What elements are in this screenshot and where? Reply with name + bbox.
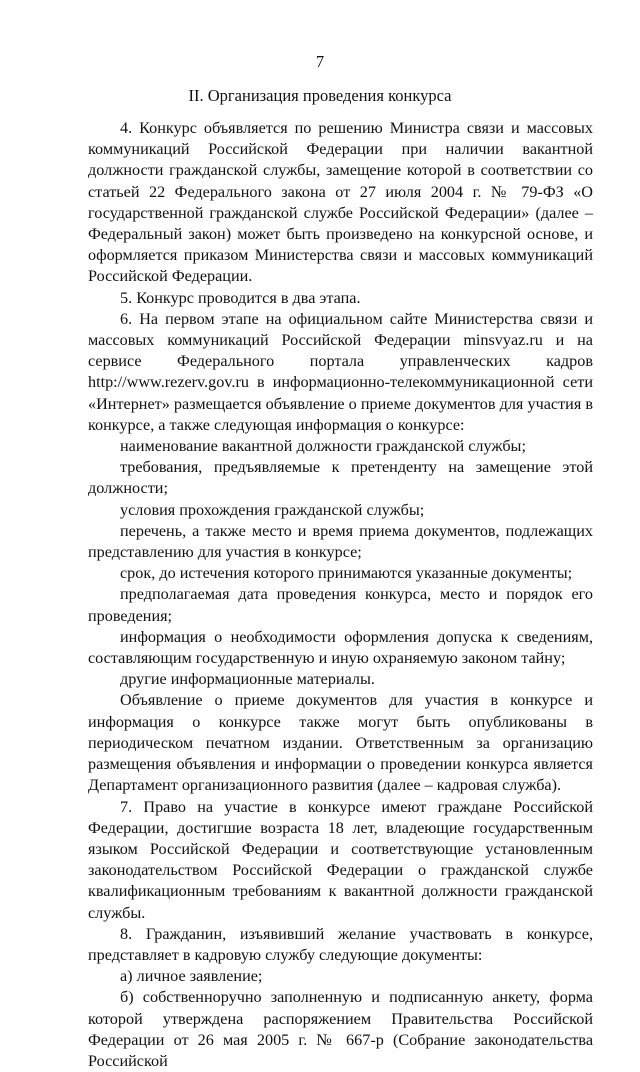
paragraph-8: 8. Гражданин, изъявивший желание участвовать в конкурсе, представляет в кадровую службу следующие документы: bbox=[88, 924, 593, 964]
paragraph-5: 5. Конкурс проводится в два этапа. bbox=[120, 288, 361, 307]
section-title: II. Организация проведения конкурса bbox=[188, 86, 452, 105]
list-item: б) собственноручно заполненную и подписанную анкету, форма которой утверждена распоряжением Правительства Российской Федерации от 26 мая 2005 г. № 667-р (Собрание законодательства Российской bbox=[88, 988, 593, 1070]
list-item: предполагаемая дата проведения конкурса, место и порядок его проведения; bbox=[88, 585, 593, 625]
list-item: другие информационные материалы. bbox=[120, 670, 375, 689]
list-item: информация о необходимости оформления допуска к сведениям, составляющим государственную и иную охраняемую законом тайну; bbox=[88, 627, 593, 668]
list-item: условия прохождения гражданской службы; bbox=[120, 500, 425, 519]
page-number: 7 bbox=[315, 52, 325, 71]
list-item: срок, до истечения которого принимаются указанные документы; bbox=[120, 564, 573, 583]
list-item: требования, предъявляемые к претенденту на замещение этой должности; bbox=[88, 458, 593, 498]
paragraph-4: 4. Конкурс объявляется по решению Министра связи и массовых коммуникаций Российской Федерации при наличии вакантной должности гражданской службы, замещение которой в соответствии со статьей 22 Федерального закона от 27 июля 2004 г. № 79-ФЗ «О государственной гражданской службе Российской Федерации» (далее – Федеральный закон) может быть произведено на конкурсной основе, и оформляется приказом Министерства связи и массовых коммуникаций Российской Федерации. bbox=[88, 119, 593, 286]
paragraph-6: 6. На первом этапе на официальном сайте Министерства связи и массовых коммуникаций Российской Федерации minsvyaz.ru и на сервисе Федерального портала управленческих кадров http://www.rezerv.gov.ru в информационно-телекоммуникационной сети «Интернет» размещается объявление о приеме документов для участия в конкурсе, а также следующая информация о конкурсе: bbox=[88, 309, 593, 434]
list-item: перечень, а также место и время приема документов, подлежащих представлению для участия в конкурсе; bbox=[88, 521, 593, 562]
document-body bbox=[88, 118, 593, 1072]
list-item: а) личное заявление; bbox=[120, 967, 263, 986]
list-item: наименование вакантной должности гражданской службы; bbox=[120, 437, 526, 456]
paragraph-announcement: Объявление о приеме документов для участия в конкурсе и информация о конкурсе также могут быть опубликованы в периодическом печатном издании. Ответственным за организацию размещения объявления и информации о проведении конкурса является Департамент организационного развития (далее – кадровая служба). bbox=[88, 691, 593, 795]
paragraph-7: 7. Право на участие в конкурсе имеют граждане Российской Федерации, достигшие возраста 18 лет, владеющие государственным языком Российской Федерации и соответствующие установленным законодательством Российской Федерации о гражданской службе квалификационным требованиям к вакантной должности гражданской службы. bbox=[88, 797, 593, 922]
